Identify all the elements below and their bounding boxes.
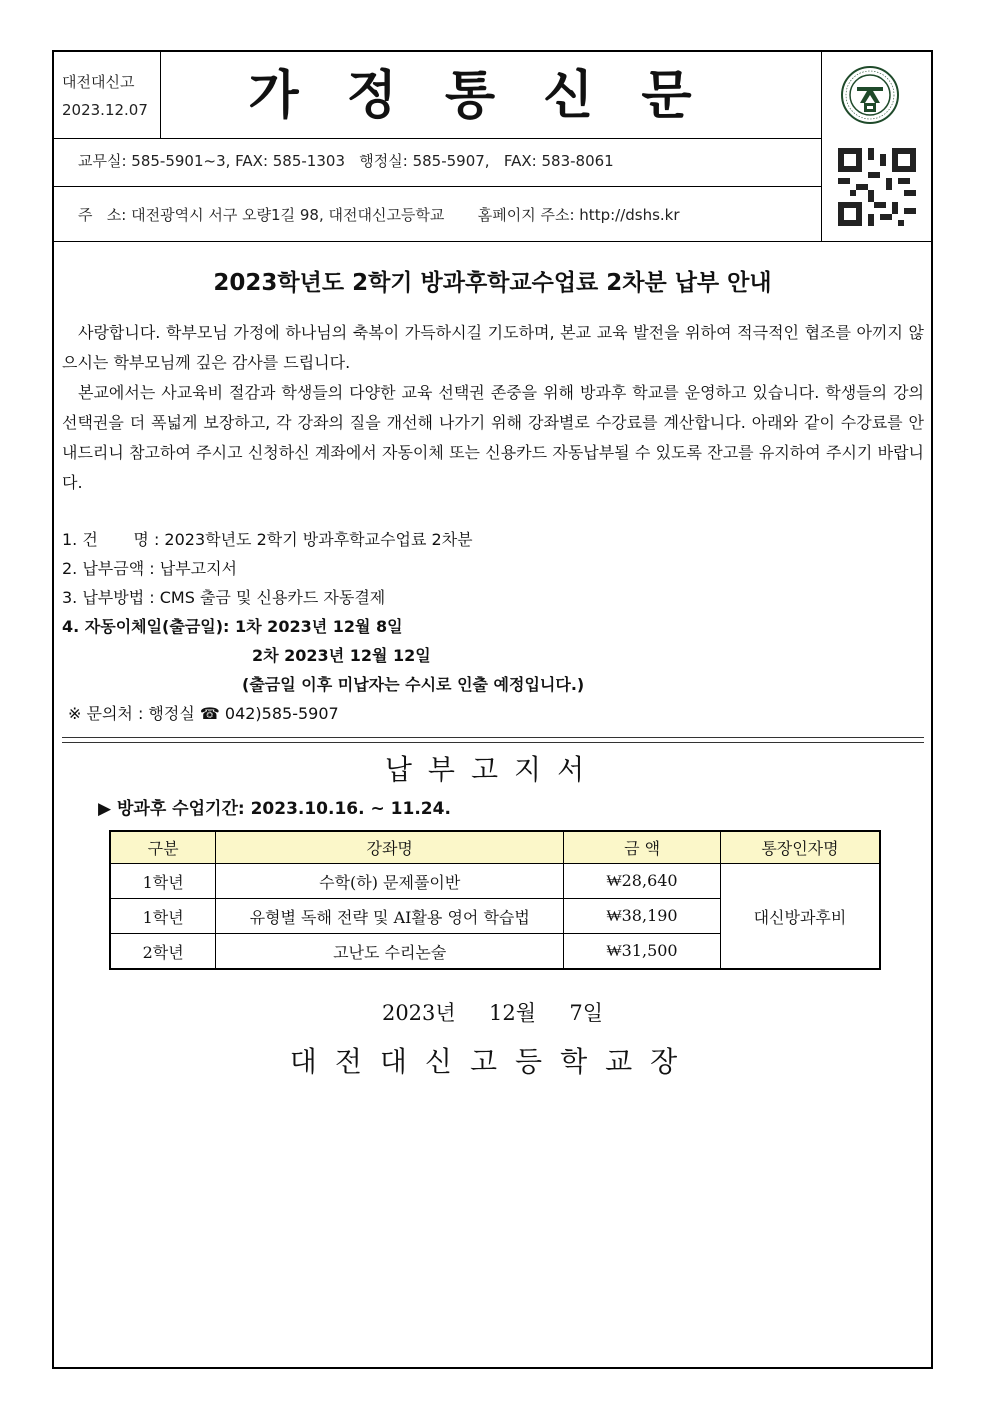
page-title: 가정통신문 [248, 65, 740, 126]
notice-page [52, 50, 933, 1369]
grade-cell: 2학년 [110, 934, 216, 970]
column-header: 구분 [110, 831, 216, 864]
column-header: 금 액 [564, 831, 721, 864]
column-header: 강좌명 [216, 831, 564, 864]
school-short-name: 대전대신고 [62, 73, 135, 91]
grade-cell: 1학년 [110, 864, 216, 899]
course-cell: 수학(하) 문제풀이반 [216, 864, 564, 899]
column-header: 통장인자명 [720, 831, 880, 864]
table-header-row [110, 831, 880, 864]
list-item: 1. 건 명 : 2023학년도 2학기 방과후학교수업료 2차분 [62, 530, 473, 549]
debit-note: (출금일 이후 미납자는 수시로 인출 예정입니다.) [242, 675, 585, 694]
letterhead [54, 52, 931, 242]
contact-info: ※ 문의처 : 행정실 ☎ 042)585-5907 [68, 704, 339, 723]
detail-list [62, 525, 924, 728]
list-item: 4. 자동이체일(출금일): 1차 2023년 12월 8일 [62, 617, 403, 636]
table-row [110, 864, 880, 899]
course-cell: 유형별 독해 전략 및 AI활용 영어 학습법 [216, 899, 564, 934]
fee-table [109, 830, 881, 970]
second-debit-date: 2차 2023년 12월 12일 [252, 646, 431, 665]
account-name-cell: 대신방과후비 [720, 864, 880, 970]
document-title: 2023학년도 2학기 방과후학교수업료 2차분 납부 안내 [213, 270, 772, 296]
amount-cell: ₩31,500 [564, 934, 721, 970]
principal-signature: 대전대신고등학교장 [289, 1045, 696, 1078]
school-emblem-icon [840, 65, 900, 125]
amount-cell: ₩28,640 [564, 864, 721, 899]
amount-cell: ₩38,190 [564, 899, 721, 934]
greeting-body [62, 318, 924, 498]
payment-notice-title: 납부고지서 [384, 753, 601, 786]
body-paragraph: 사랑합니다. 학부모님 가정에 하나님의 축복이 가득하시길 기도하며, 본교 교육 발전을 위하여 적극적인 협조를 아끼지 않으시는 학부모님께 깊은 감사를 드립니다. [62, 323, 924, 372]
school-date-block [62, 68, 148, 124]
course-cell: 고난도 수리논술 [216, 934, 564, 970]
body-paragraph: 본교에서는 사교육비 절감과 학생들의 다양한 교육 선택권 존중을 위해 방과후 학교를 운영하고 있습니다. 학생들의 강의 선택권을 더 폭넓게 보장하고, 각 강좌의 질을 개선해 나가기 위해 강좌별로 수강료를 계산합니다. 아래와 같이 수강료를 안내드리니 참고하여 주시고 신청하신 계좌에서 자동이체 또는 신용카드 자동납부될 수 있도록 잔고를 유지하여 주시기 바랍니다. [62, 383, 924, 492]
list-item: 3. 납부방법 : CMS 출금 및 신용카드 자동결제 [62, 588, 386, 607]
section-divider [62, 737, 924, 743]
address-line: 주 소: 대전광역시 서구 오량1길 98, 대전대신고등학교 홈페이지 주소: http://dshs.kr [78, 206, 680, 224]
phone-fax-line: 교무실: 585-5901~3, FAX: 585-1303 행정실: 585-5907, FAX: 583-8061 [78, 152, 614, 170]
class-period: ▶ 방과후 수업기간: 2023.10.16. ~ 11.24. [98, 799, 451, 819]
issue-date: 2023.12.07 [62, 101, 148, 119]
grade-cell: 1학년 [110, 899, 216, 934]
issue-date-footer: 2023년 12월 7일 [381, 1001, 604, 1025]
qr-code-icon [838, 148, 916, 226]
list-item: 2. 납부금액 : 납부고지서 [62, 559, 238, 578]
